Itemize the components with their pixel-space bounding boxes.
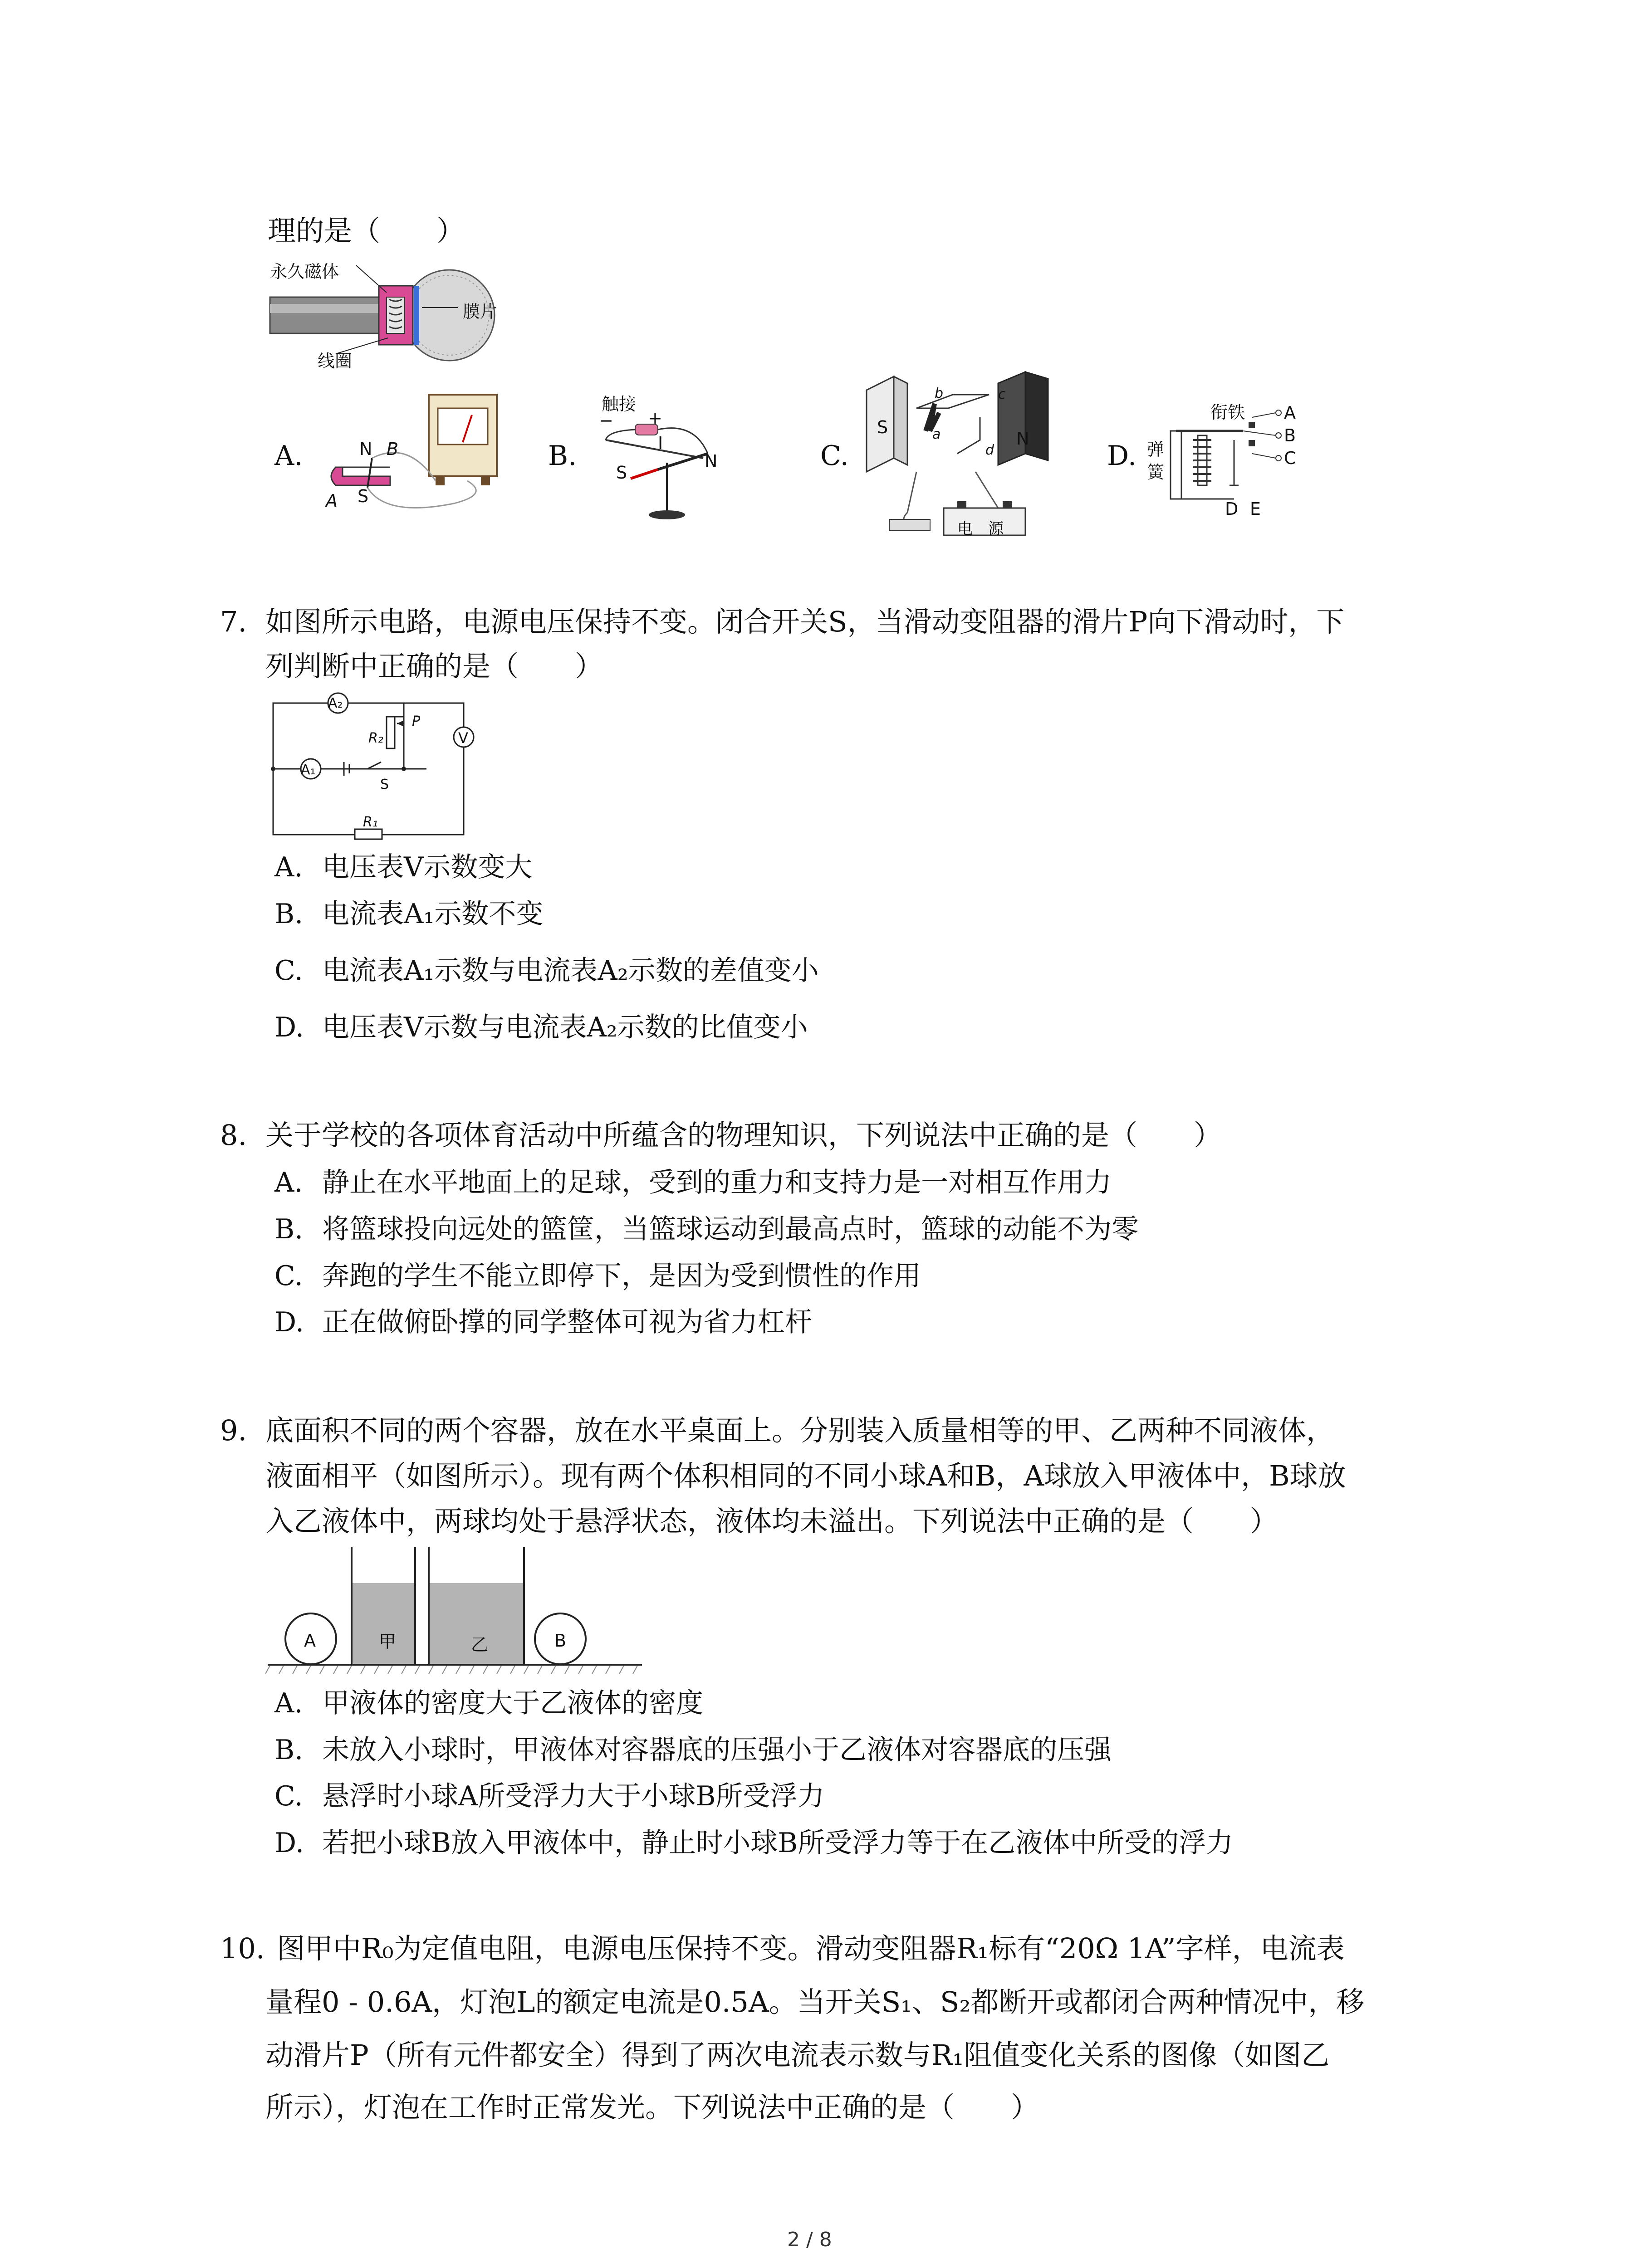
q9-containers-figure	[265, 1545, 647, 1676]
q6b-N-label: N	[705, 451, 718, 471]
q7-stem-line2: 列判断中正确的是（ ）	[265, 650, 603, 683]
q9-option-a-text[interactable]: 甲液体的密度大于乙液体的密度	[322, 1687, 703, 1719]
q10-line1: 图甲中R₀为定值电阻，电源电压保持不变。滑动变阻器R₁标有“20Ω 1A”字样，电流表	[277, 1932, 1345, 1965]
q7-V-label: V	[458, 729, 468, 747]
q9-option-c-text[interactable]: 悬浮时小球A所受浮力大于小球B所受浮力	[322, 1780, 825, 1812]
q6b-I-label: I	[658, 433, 663, 453]
q7-option-d-text[interactable]: 电压表V示数与电流表A₂示数的比值变小	[322, 1012, 808, 1043]
q7-option-b-text[interactable]: 电流表A₁示数不变	[322, 898, 544, 930]
q6c-S-label: S	[877, 417, 888, 437]
q7-R1-label: R₁	[363, 814, 378, 830]
q6-option-a-letter[interactable]: A.	[274, 440, 303, 472]
q6a-N-label: N	[359, 439, 372, 459]
q6b-contact-label: 触接	[602, 394, 637, 414]
q8-option-d-text[interactable]: 正在做俯卧撑的同学整体可视为省力杠杆	[322, 1306, 812, 1338]
q6d-C-label: C	[1284, 448, 1296, 468]
q6c-d-label: d	[985, 442, 994, 458]
q8-option-d-letter[interactable]: D.	[274, 1306, 304, 1338]
q6a-S-label: S	[358, 486, 369, 506]
q6d-E-label: E	[1250, 499, 1261, 519]
q6c-c-label: c	[998, 386, 1006, 402]
q10-number: 10.	[220, 1932, 265, 1965]
q6-stem-tail: 理的是（ ）	[268, 214, 465, 247]
q9-option-c-letter[interactable]: C.	[274, 1780, 303, 1812]
q7-option-a-text[interactable]: 电压表V示数变大	[322, 851, 533, 883]
q6d-armature-label: 衔铁	[1210, 402, 1245, 422]
q10-line3: 动滑片P（所有元件都安全）得到了两次电流表示数与R₁阻值变化关系的图像（如图乙	[265, 2038, 1330, 2072]
q8-stem: 关于学校的各项体育活动中所蕴含的物理知识，下列说法中正确的是（ ）	[265, 1119, 1222, 1152]
q7-A1-label: A₁	[301, 762, 316, 778]
q6-option-c-letter[interactable]: C.	[820, 440, 849, 472]
mic-film-label: 膜片	[463, 302, 498, 322]
q9-option-b-letter[interactable]: B.	[274, 1734, 304, 1766]
q7-option-c-text[interactable]: 电流表A₁示数与电流表A₂示数的差值变小	[322, 955, 819, 987]
q6a-A-label: A	[326, 491, 338, 511]
q8-number: 8.	[220, 1119, 247, 1152]
q8-option-b-letter[interactable]: B.	[274, 1213, 304, 1245]
q6c-b-label: b	[935, 386, 944, 401]
q6d-B-label: B	[1284, 425, 1296, 445]
q6-option-b-letter[interactable]: B.	[548, 440, 577, 472]
q7-stem-line1: 如图所示电路，电源电压保持不变。闭合开关S，当滑动变阻器的滑片P向下滑动时，下	[265, 605, 1345, 638]
q9-number: 9.	[220, 1414, 247, 1447]
q9-option-d-text[interactable]: 若把小球B放入甲液体中，静止时小球B所受浮力等于在乙液体中所受的浮力	[322, 1827, 1234, 1859]
q7-number: 7.	[220, 605, 247, 638]
q10-line4: 所示），灯泡在工作时正常发光。下列说法中正确的是（ ）	[265, 2091, 1039, 2124]
mic-magnet-label: 永久磁体	[270, 262, 339, 282]
q6b-minus-label: −	[599, 411, 613, 430]
q6c-a-label: a	[932, 426, 941, 442]
q7-R2-label: R₂	[368, 730, 383, 746]
mic-coil-label: 线圈	[318, 351, 353, 371]
q7-option-a-letter[interactable]: A.	[274, 851, 303, 883]
q6d-spring2-label: 簧	[1147, 462, 1165, 482]
q7-S-label: S	[380, 777, 389, 792]
q8-option-a-text[interactable]: 静止在水平地面上的足球，受到的重力和支持力是一对相互作用力	[322, 1167, 1112, 1198]
q7-option-c-letter[interactable]: C.	[274, 955, 303, 987]
q7-option-d-letter[interactable]: D.	[274, 1012, 304, 1043]
q9-option-b-text[interactable]: 未放入小球时，甲液体对容器底的压强小于乙液体对容器底的压强	[322, 1734, 1112, 1766]
q6b-S-label: S	[616, 463, 627, 483]
q6-option-d-letter[interactable]: D.	[1107, 440, 1137, 472]
q7-P-label: P	[412, 714, 421, 729]
q9-ballA-label: A	[304, 1631, 316, 1651]
q6d-A-label: A	[1284, 403, 1296, 423]
q8-option-c-text[interactable]: 奔跑的学生不能立即停下，是因为受到惯性的作用	[322, 1260, 921, 1292]
q6d-D-label: D	[1225, 499, 1239, 519]
q8-option-c-letter[interactable]: C.	[274, 1260, 303, 1292]
q9-stem-line1: 底面积不同的两个容器，放在水平桌面上。分别装入质量相等的甲、乙两种不同液体，	[265, 1414, 1335, 1447]
q6-option-a-figure	[318, 390, 513, 522]
q9-jia-label: 甲	[379, 1632, 397, 1652]
q9-stem-line3: 入乙液体中，两球均处于悬浮状态，液体均未溢出。下列说法中正确的是（ ）	[265, 1505, 1279, 1538]
q9-option-a-letter[interactable]: A.	[274, 1687, 303, 1719]
q7-option-b-letter[interactable]: B.	[274, 898, 304, 930]
q8-option-b-text[interactable]: 将篮球投向远处的篮筐，当篮球运动到最高点时，篮球的动能不为零	[322, 1213, 1139, 1245]
page-number: 2 / 8	[787, 2228, 832, 2251]
q6c-power-label: 电 源	[957, 520, 1004, 538]
q6b-plus-label: +	[648, 408, 662, 428]
q10-line2: 量程0 - 0.6A，灯泡L的额定电流是0.5A。当开关S₁、S₂都断开或都闭合两种情况中，移	[265, 1985, 1365, 2019]
q9-option-d-letter[interactable]: D.	[274, 1827, 304, 1859]
q9-ballB-label: B	[554, 1631, 567, 1651]
q7-A2-label: A₂	[328, 695, 343, 711]
q9-stem-line2: 液面相平（如图所示）。现有两个体积相同的不同小球A和B，A球放入甲液体中，B球放	[265, 1459, 1346, 1492]
q9-yi-label: 乙	[471, 1635, 489, 1655]
q6c-N-label: N	[1016, 429, 1029, 449]
q6d-spring1-label: 弹	[1147, 440, 1165, 459]
q6a-B-label: B	[387, 439, 399, 459]
q8-option-a-letter[interactable]: A.	[274, 1167, 303, 1198]
